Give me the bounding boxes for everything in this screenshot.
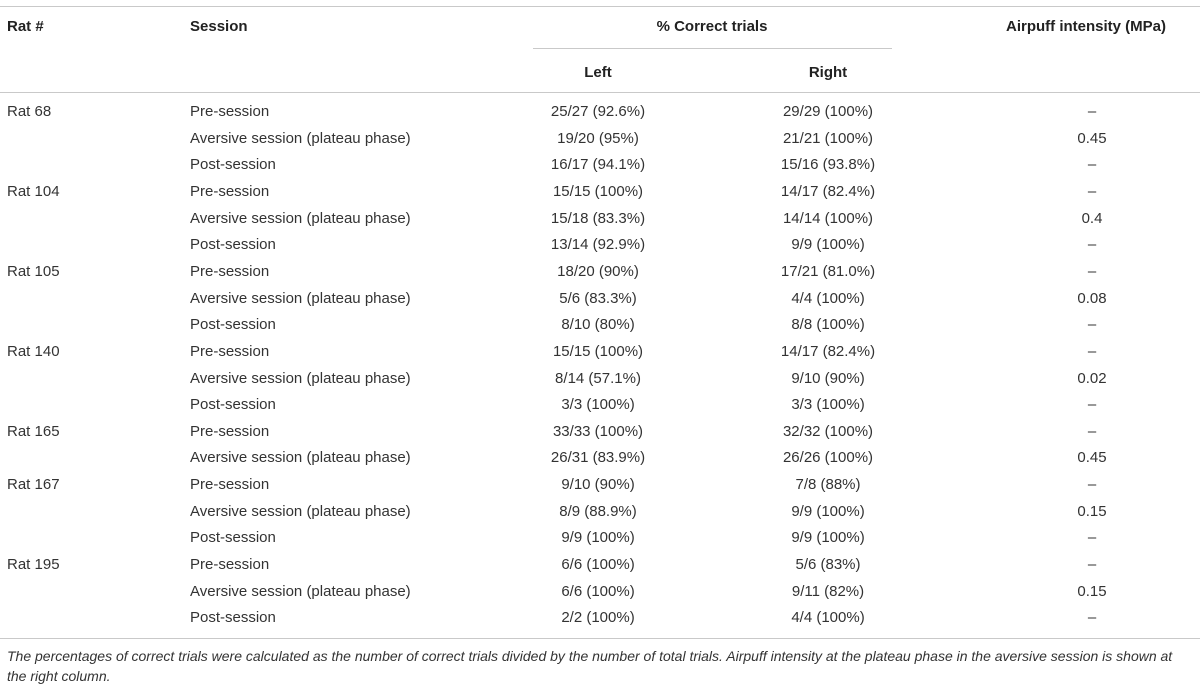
cell-left: 15/15 (100%) xyxy=(552,183,644,200)
cell-left: 33/33 (100%) xyxy=(552,423,644,440)
cell-session: Pre-session xyxy=(190,343,270,360)
cell-airpuff: – xyxy=(1087,236,1097,253)
cell-session: Aversive session (plateau phase) xyxy=(190,210,411,227)
cell-left: 8/10 (80%) xyxy=(561,316,635,333)
cell-rat: Rat 68 xyxy=(7,103,52,120)
cell-session: Post-session xyxy=(190,316,276,333)
cell-right: 32/32 (100%) xyxy=(782,423,874,440)
header-left: Left xyxy=(584,64,612,81)
header-correct-trials: % Correct trials xyxy=(656,18,768,35)
correct-trials-subrule xyxy=(533,48,892,49)
cell-session: Aversive session (plateau phase) xyxy=(190,449,411,466)
table-bottom-rule xyxy=(0,638,1200,639)
cell-left: 9/10 (90%) xyxy=(561,476,635,493)
cell-left: 15/15 (100%) xyxy=(552,343,644,360)
cell-left: 6/6 (100%) xyxy=(561,583,635,600)
cell-airpuff: – xyxy=(1087,529,1097,546)
cell-right: 9/9 (100%) xyxy=(791,529,865,546)
cell-airpuff: – xyxy=(1087,423,1097,440)
cell-session: Pre-session xyxy=(190,556,270,573)
cell-right: 14/17 (82.4%) xyxy=(780,183,876,200)
cell-right: 7/8 (88%) xyxy=(795,476,861,493)
cell-right: 17/21 (81.0%) xyxy=(780,263,876,280)
cell-right: 4/4 (100%) xyxy=(791,290,865,307)
cell-right: 9/10 (90%) xyxy=(791,370,865,387)
cell-left: 9/9 (100%) xyxy=(561,529,635,546)
cell-right: 4/4 (100%) xyxy=(791,609,865,626)
cell-airpuff: – xyxy=(1087,476,1097,493)
cell-airpuff: – xyxy=(1087,396,1097,413)
cell-session: Aversive session (plateau phase) xyxy=(190,503,411,520)
cell-session: Post-session xyxy=(190,236,276,253)
cell-airpuff: – xyxy=(1087,156,1097,173)
cell-right: 21/21 (100%) xyxy=(782,130,874,147)
table-top-rule xyxy=(0,6,1200,7)
cell-airpuff: 0.45 xyxy=(1077,449,1107,466)
cell-airpuff: – xyxy=(1087,263,1097,280)
cell-rat: Rat 140 xyxy=(7,343,60,360)
cell-airpuff: 0.02 xyxy=(1077,370,1107,387)
cell-airpuff: – xyxy=(1087,103,1097,120)
cell-session: Aversive session (plateau phase) xyxy=(190,370,411,387)
cell-session: Post-session xyxy=(190,396,276,413)
cell-rat: Rat 167 xyxy=(7,476,60,493)
cell-airpuff: – xyxy=(1087,316,1097,333)
cell-right: 14/17 (82.4%) xyxy=(780,343,876,360)
cell-rat: Rat 165 xyxy=(7,423,60,440)
cell-airpuff: 0.08 xyxy=(1077,290,1107,307)
cell-left: 8/14 (57.1%) xyxy=(555,370,641,387)
cell-left: 16/17 (94.1%) xyxy=(550,156,646,173)
cell-left: 8/9 (88.9%) xyxy=(559,503,637,520)
cell-session: Post-session xyxy=(190,529,276,546)
header-airpuff: Airpuff intensity (MPa) xyxy=(1006,18,1166,35)
cell-right: 29/29 (100%) xyxy=(782,103,874,120)
cell-session: Aversive session (plateau phase) xyxy=(190,583,411,600)
cell-session: Pre-session xyxy=(190,103,270,120)
cell-rat: Rat 104 xyxy=(7,183,60,200)
cell-session: Pre-session xyxy=(190,183,270,200)
header-rat: Rat # xyxy=(7,18,44,35)
cell-right: 9/9 (100%) xyxy=(791,503,865,520)
cell-left: 19/20 (95%) xyxy=(557,130,639,147)
cell-right: 3/3 (100%) xyxy=(791,396,865,413)
cell-airpuff: – xyxy=(1087,609,1097,626)
cell-left: 13/14 (92.9%) xyxy=(550,236,646,253)
header-session: Session xyxy=(190,18,248,35)
cell-session: Pre-session xyxy=(190,476,270,493)
cell-session: Post-session xyxy=(190,156,276,173)
cell-rat: Rat 105 xyxy=(7,263,60,280)
cell-left: 26/31 (83.9%) xyxy=(550,449,646,466)
cell-right: 8/8 (100%) xyxy=(791,316,865,333)
cell-airpuff: 0.15 xyxy=(1077,583,1107,600)
header-bottom-rule xyxy=(0,92,1200,93)
cell-session: Aversive session (plateau phase) xyxy=(190,130,411,147)
cell-left: 15/18 (83.3%) xyxy=(550,210,646,227)
cell-airpuff: – xyxy=(1087,556,1097,573)
cell-session: Post-session xyxy=(190,609,276,626)
cell-session: Aversive session (plateau phase) xyxy=(190,290,411,307)
cell-session: Pre-session xyxy=(190,263,270,280)
header-right: Right xyxy=(808,64,848,81)
cell-rat: Rat 195 xyxy=(7,556,60,573)
cell-left: 2/2 (100%) xyxy=(561,609,635,626)
cell-left: 25/27 (92.6%) xyxy=(550,103,646,120)
cell-right: 9/11 (82%) xyxy=(791,583,865,600)
cell-left: 5/6 (83.3%) xyxy=(559,290,637,307)
cell-right: 14/14 (100%) xyxy=(782,210,874,227)
table-footnote: The percentages of correct trials were calculated as the number of correct trials divided by the number of total trials. Airpuff intensity at the plateau phase in the aversive session is shown at the right column. xyxy=(7,648,1173,684)
cell-session: Pre-session xyxy=(190,423,270,440)
cell-airpuff: 0.4 xyxy=(1081,210,1103,227)
cell-airpuff: – xyxy=(1087,183,1097,200)
cell-left: 3/3 (100%) xyxy=(561,396,635,413)
cell-airpuff: 0.45 xyxy=(1077,130,1107,147)
cell-left: 18/20 (90%) xyxy=(557,263,639,280)
cell-right: 15/16 (93.8%) xyxy=(780,156,876,173)
cell-left: 6/6 (100%) xyxy=(561,556,635,573)
cell-right: 5/6 (83%) xyxy=(795,556,861,573)
cell-airpuff: – xyxy=(1087,343,1097,360)
cell-airpuff: 0.15 xyxy=(1077,503,1107,520)
cell-right: 26/26 (100%) xyxy=(782,449,874,466)
cell-right: 9/9 (100%) xyxy=(791,236,865,253)
